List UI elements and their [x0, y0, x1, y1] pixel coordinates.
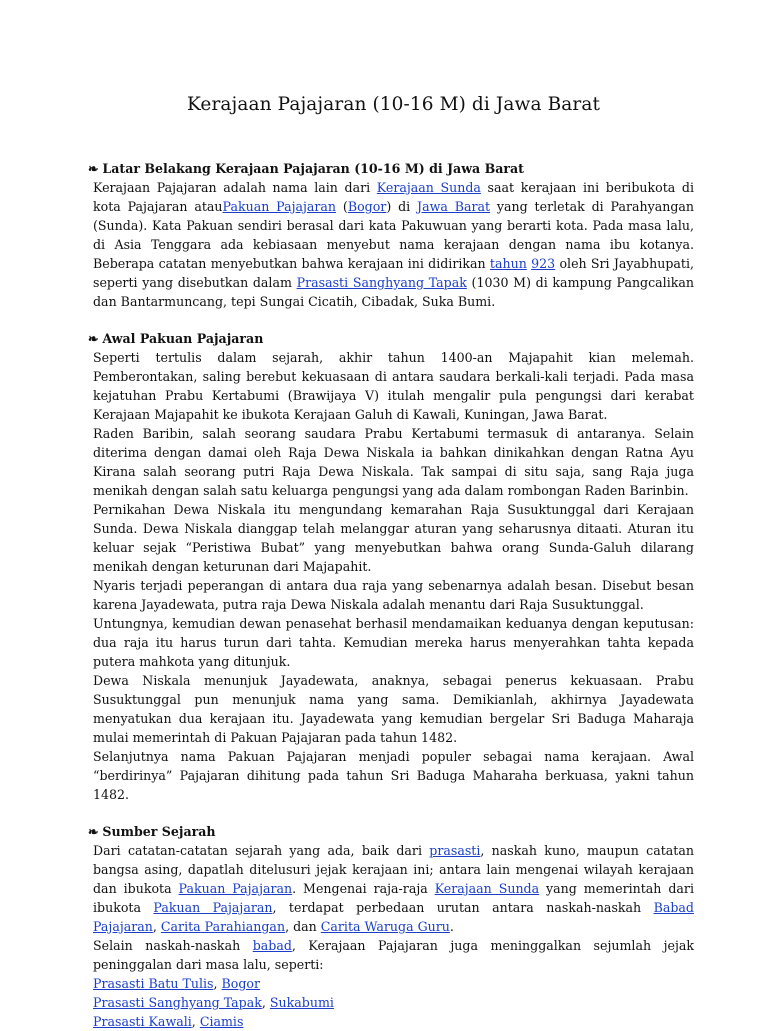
paragraph: Nyaris terjadi peperangan di antara dua raja yang sebenarnya adalah besan. Disebut besan karena Jayadewata, putra raja Dewa Niskala adalah menantu dari Raja Susuktunggal.	[93, 578, 694, 612]
paragraph	[93, 178, 694, 311]
link-kerajaan-sunda[interactable]: Kerajaan Sunda	[434, 881, 540, 896]
section-heading-text: Awal Pakuan Pajajaran	[102, 331, 264, 346]
separator: ,	[261, 995, 270, 1010]
link-carita-waruga-guru[interactable]: Carita Waruga Guru	[320, 919, 450, 934]
link-tahun[interactable]: tahun	[489, 256, 527, 271]
text-run: , Kerajaan Pajajaran juga meninggalkan sejumlah jejak peninggalan dari masa lalu, seperti:	[93, 938, 694, 972]
paragraph	[93, 936, 694, 974]
text-run: . Mengenai raja-raja	[292, 881, 435, 896]
text-run: ) di	[386, 199, 418, 214]
paragraph	[93, 841, 694, 936]
link-babad-pajajaran[interactable]: Babad Pajajaran	[93, 900, 694, 934]
link-kerajaan-sunda[interactable]: Kerajaan Sunda	[376, 180, 481, 195]
link-pakuan-pajajaran[interactable]: Pakuan Pajajaran	[178, 881, 293, 896]
text-run: ,	[152, 919, 161, 934]
text-run: Kerajaan Pajajaran adalah nama lain dari	[93, 180, 377, 195]
paragraph: Untungnya, kemudian dewan penasehat berhasil mendamaikan keduanya dengan keputusan: dua raja itu harus turun dari tahta. Kemudian mereka harus menyerahkan tahta kepada putera mahkota yang ditunjuk.	[93, 616, 694, 669]
section-heading	[88, 159, 694, 178]
section-heading-text: Sumber Sejarah	[102, 824, 216, 839]
text-run: (	[336, 199, 348, 214]
text-run: , dan	[285, 919, 321, 934]
text-run: , naskah kuno, maupun catatan bangsa asing, dapatlah ditelusuri jejak kerajaan ini; antara lain mengenai wilayah kerajaan dan ibukota	[93, 843, 694, 896]
link-923[interactable]: 923	[531, 256, 556, 271]
text-run: oleh Sri Jayabhupati, seperti yang disebutkan dalam	[93, 256, 694, 290]
fleuron-bullet-icon: ❧	[88, 161, 99, 176]
text-run: yang terletak di Parahyangan (Sunda). Kata Pakuan sendiri berasal dari kata Pakuwuan yang berarti kota. Pada masa lalu, di Asia Tenggara ada kebiasaan menyebut nama kerajaan dengan nama ibu kotanya. Beberapa catatan menyebutkan bahwa kerajaan ini didirikan	[93, 199, 695, 271]
list-item	[93, 993, 694, 1012]
link-sukabumi[interactable]: Sukabumi	[269, 995, 334, 1010]
link-jawa-barat[interactable]: Jawa Barat	[417, 199, 491, 214]
paragraph: Dewa Niskala menunjuk Jayadewata, anaknya, sebagai penerus kekuasaan. Prabu Susuktunggal pun menunjuk nama yang sama. Demikianlah, akhirnya Jayadewata menyatukan dua kerajaan itu. Jayadewata yang kemudian bergelar Sri Baduga Maharaja mulai memerintah di Pakuan Pajajaran pada tahun 1482.	[93, 673, 694, 745]
link-bogor[interactable]: Bogor	[221, 976, 261, 991]
text-run: saat kerajaan ini beribukota di kota Pajajaran atau	[93, 180, 694, 214]
link-bogor[interactable]: Bogor	[347, 199, 387, 214]
link-prasasti-kawali[interactable]: Prasasti Kawali	[93, 1014, 192, 1029]
section-awal-pakuan	[88, 329, 694, 804]
paragraph: Seperti tertulis dalam sejarah, akhir tahun 1400-an Majapahit kian melemah. Pemberontakan, saling berebut kekuasaan di antara saudara berkali-kali terjadi. Pada masa kejatuhan Prabu Kertabumi (Brawijaya V) itulah mengalir pula pengungsi dari kerabat Kerajaan Majapahit ke ibukota Kerajaan Galuh di Kawali, Kuningan, Jawa Barat.	[93, 350, 694, 422]
link-prasasti[interactable]: prasasti	[429, 843, 481, 858]
section-heading-text: Latar Belakang Kerajaan Pajajaran (10-16 M) di Jawa Barat	[102, 161, 524, 176]
text-run: .	[449, 919, 454, 934]
text-run: Dari catatan-catatan sejarah yang ada, baik dari	[93, 843, 430, 858]
link-pakuan-pajajaran[interactable]: Pakuan Pajajaran	[153, 900, 273, 915]
section-heading	[88, 822, 694, 841]
link-prasasti-sanghyang-tapak[interactable]: Prasasti Sanghyang Tapak	[296, 275, 467, 290]
text-run: yang memerintah dari ibukota	[93, 881, 694, 915]
separator: ,	[213, 976, 222, 991]
paragraph: Raden Baribin, salah seorang saudara Prabu Kertabumi termasuk di antaranya. Selain diterima dengan damai oleh Raja Dewa Niskala ia bahkan dinikahkan dengan Ratna Ayu Kirana salah seorang putri Raja Dewa Niskala. Tak sampai di situ saja, sang Raja juga menikah dengan salah satu keluarga pengungsi yang ada dalam rombongan Raden Barinbin.	[93, 426, 694, 498]
separator: ,	[191, 1014, 200, 1029]
document-title: Kerajaan Pajajaran (10-16 M) di Jawa Barat	[186, 94, 600, 115]
text-run: , terdapat perbedaan urutan antara naskah-naskah	[272, 900, 654, 915]
list-item	[93, 974, 694, 993]
link-prasasti-sanghyang-tapak[interactable]: Prasasti Sanghyang Tapak	[93, 995, 262, 1010]
paragraph: Selanjutnya nama Pakuan Pajajaran menjadi populer sebagai nama kerajaan. Awal “berdirinya” Pajajaran dihitung pada tahun Sri Baduga Maharaha berkuasa, yakni tahun 1482.	[93, 749, 694, 802]
fleuron-bullet-icon: ❧	[88, 331, 99, 346]
link-babad[interactable]: babad	[252, 938, 292, 953]
list-item	[93, 1012, 694, 1031]
link-ciamis[interactable]: Ciamis	[199, 1014, 244, 1029]
link-pakuan-pajajaran[interactable]: Pakuan Pajajaran	[222, 199, 337, 214]
fleuron-bullet-icon: ❧	[88, 824, 99, 839]
paragraph: Pernikahan Dewa Niskala itu mengundang kemarahan Raja Susuktunggal dari Kerajaan Sunda. Dewa Niskala dianggap telah melanggar aturan yang seharusnya ditaati. Aturan itu keluar sejak “Peristiwa Bubat” yang menyebutkan bahwa orang Sunda-Galuh dilarang menikah dengan keturunan dari Majapahit.	[93, 502, 694, 574]
link-carita-parahiangan[interactable]: Carita Parahiangan	[160, 919, 286, 934]
link-prasasti-batu-tulis[interactable]: Prasasti Batu Tulis	[93, 976, 214, 991]
section-latar-belakang	[88, 159, 695, 311]
text-run: (1030 M) di kampung Pangcalikan dan Bantarmuncang, tepi Sungai Cicatih, Cibadak, Suka Bumi.	[93, 275, 694, 309]
section-sumber-sejarah	[88, 822, 694, 1031]
section-heading	[88, 329, 694, 348]
text-run: Selain naskah-naskah	[93, 938, 253, 953]
